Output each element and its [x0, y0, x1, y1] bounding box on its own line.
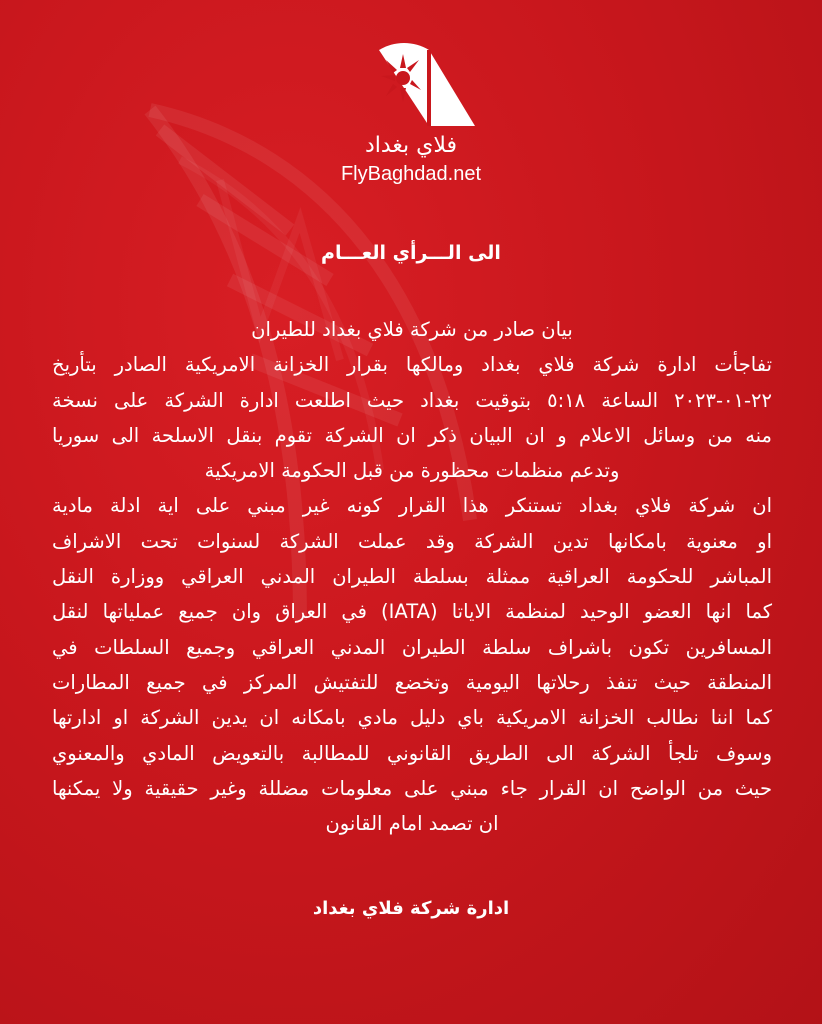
statement-line: المنطقة حيث تنفذ رحلاتها اليومية وتخضع للتفتيش المركز في جميع المطارات [52, 670, 772, 694]
logo-block [0, 40, 822, 186]
brand-website: FlyBaghdad.net [340, 163, 482, 185]
statement-line: وتدعم منظمات محظورة من قبل الحكومة الامريكية [204, 459, 620, 483]
statement-line: المباشر للحكومة العراقية ممثلة بسلطة الطيران المدني العراقي ووزارة النقل [52, 565, 772, 589]
statement-line: كما انها العضو الوحيد لمنظمة الاياتا (IATA) في العراق وان جميع عملياتها لنقل [52, 600, 772, 624]
statement-line: حيث من الواضح ان القرار جاء مبني على معلومات مضللة وغير حقيقية ولا يمكنها [52, 776, 772, 800]
statement-heading: الى الـــرأي العـــام [321, 242, 501, 264]
statement-line: ان شركة فلاي بغداد تستنكر هذا القرار كونه غير مبني على اية ادلة مادية [52, 494, 772, 518]
statement-line: بيان صادر من شركة فلاي بغداد للطيران [251, 318, 573, 341]
statement-line: وسوف تلجأ الشركة الى الطريق القانوني للمطالبة بالتعويض المادي والمعنوي [52, 741, 772, 765]
statement-line: ان تصمد امام القانون [325, 812, 499, 836]
statement-line: او معنوية بامكانها تدين الشركة وقد عملت الشركة لسنوات تحت الاشراف [52, 529, 772, 553]
statement-line: تفاجأت ادارة شركة فلاي بغداد ومالكها بقرار الخزانة الامريكية الصادر بتأريخ [52, 353, 772, 377]
brand-name-arabic: فلاي بغداد [364, 133, 458, 158]
statement-line: المسافرين تكون باشراف سلطة الطيران المدني العراقي وجميع السلطات في [52, 635, 772, 659]
statement-line: منه من وسائل الاعلام و ان البيان ذكر ان الشركة تقوم بنقل الاسلحة الى سوريا [52, 423, 772, 447]
flybaghdad-sail-logo [371, 40, 481, 130]
statement-line: كما اننا نطالب الخزانة الامريكية باي دليل مادي بامكانه ان يدين الشركة او ادارتها [52, 706, 772, 730]
signature: ادارة شركة فلاي بغداد [312, 898, 510, 919]
statement-body [52, 312, 772, 841]
statement-line: ٢٢-٠١-٢٠٢٣ الساعة ٥:١٨ بتوقيت بغداد حيث اطلعت ادارة الشركة على نسخة [52, 388, 772, 412]
